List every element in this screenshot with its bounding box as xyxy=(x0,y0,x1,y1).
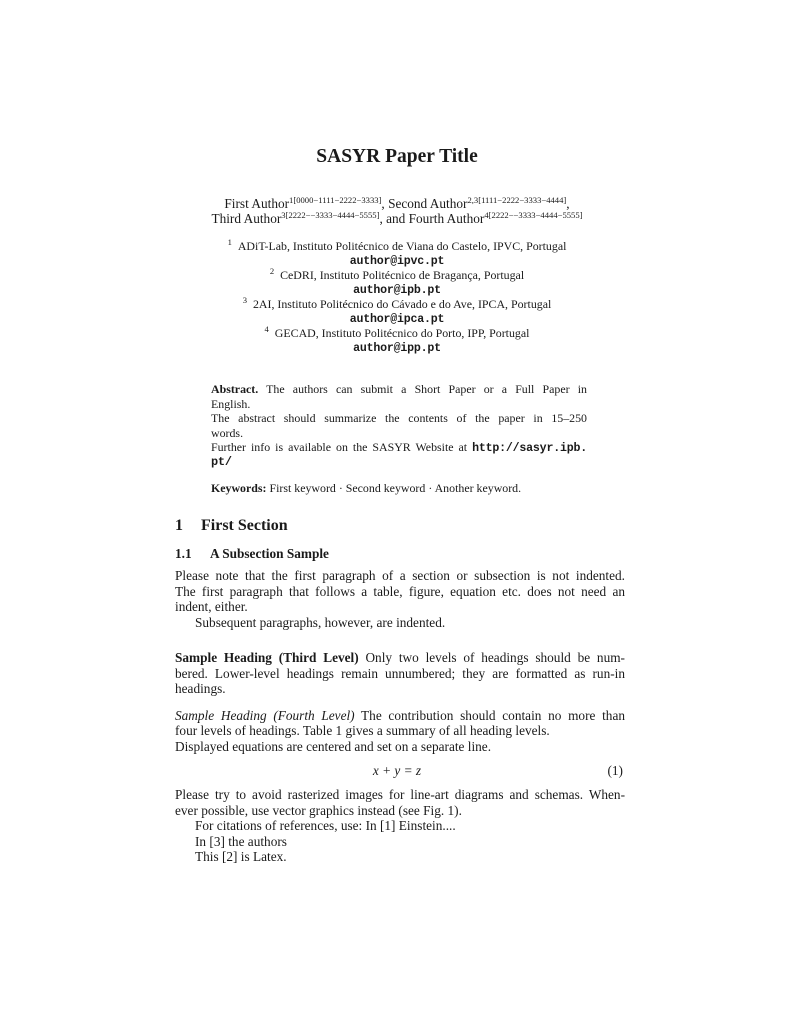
author-name: Second Author xyxy=(388,196,468,211)
citation-line: This [2] is Latex. xyxy=(195,849,287,864)
abstract-text: Further info is available on the SASYR Website at xyxy=(211,440,473,454)
section-number: 1 xyxy=(175,517,183,534)
section-heading xyxy=(175,517,288,535)
author-name: Third Author xyxy=(211,211,282,226)
fourth-level-paragraph xyxy=(175,708,625,724)
website-link[interactable]: http://sasyr.ipb. xyxy=(472,442,587,455)
subsection-title: A Subsection Sample xyxy=(210,546,329,561)
keywords-label: Keywords: xyxy=(211,481,267,495)
keywords-line xyxy=(211,481,521,496)
section-title: First Section xyxy=(201,517,288,534)
paragraph-line: Displayed equations are centered and set on a separate line. xyxy=(175,739,492,754)
website-link-continued[interactable]: pt/ xyxy=(211,455,232,469)
affiliation-number: 3 xyxy=(242,295,247,305)
affiliation-1 xyxy=(0,239,794,254)
author-orcid: 2,3[1111−2222−3333−4444] xyxy=(467,195,567,205)
subsection-heading xyxy=(175,546,329,562)
paragraph-text: The contribution should contain no more than xyxy=(354,708,626,723)
paragraph-line: ever possible, use vector graphics instead (see Fig. 1). xyxy=(175,803,462,818)
affiliation-text: ADiT-Lab, Instituto Politécnico de Viana do Castelo, IPVC, Portugal xyxy=(237,239,567,253)
author-separator: , and xyxy=(379,211,409,226)
affiliation-email-3[interactable]: author@ipca.pt xyxy=(349,313,445,326)
abstract-line-2: English. xyxy=(211,397,251,411)
affiliation-email-1[interactable]: author@ipvc.pt xyxy=(349,255,445,268)
subsection-number: 1.1 xyxy=(175,546,192,561)
affiliation-4 xyxy=(0,326,794,341)
paper-title: SASYR Paper Title xyxy=(316,146,478,167)
affiliation-number: 2 xyxy=(269,266,275,276)
abstract-line-4: words. xyxy=(211,426,244,440)
paragraph-line: headings. xyxy=(175,681,226,696)
fourth-level-heading: Sample Heading (Fourth Level) xyxy=(175,708,355,723)
author-name: Fourth Author xyxy=(408,211,485,226)
paragraph-line: The first paragraph that follows a table, figure, equation etc. does not need an xyxy=(175,584,625,599)
affiliation-number: 4 xyxy=(264,324,269,334)
citation-line: In [3] the authors xyxy=(195,834,287,849)
third-level-paragraph xyxy=(175,650,625,666)
affiliation-text: CeDRI, Instituto Politécnico de Bragança, Portugal xyxy=(280,268,525,282)
paragraph-line: four levels of headings. Table 1 gives a summary of all heading levels. xyxy=(175,723,550,738)
affiliation-text: GECAD, Instituto Politécnico do Porto, IPP, Portugal xyxy=(274,326,530,340)
authors-line-1 xyxy=(0,196,794,212)
abstract-text: The authors can submit a Short Paper or a Full Paper in xyxy=(266,382,587,396)
paragraph-line: Please note that the first paragraph of a section or subsection is not indented. xyxy=(175,568,625,583)
equation-number: (1) xyxy=(607,763,623,778)
paragraph-line: Subsequent paragraphs, however, are indented. xyxy=(195,615,446,630)
affiliation-email-2[interactable]: author@ipb.pt xyxy=(353,284,441,297)
paragraph-line: indent, either. xyxy=(175,599,248,614)
abstract-label: Abstract. xyxy=(211,382,259,396)
abstract-line-1 xyxy=(211,382,587,397)
paragraph-line: Please try to avoid rasterized images for line-art diagrams and schemas. When- xyxy=(175,787,625,802)
paragraph-line: bered. Lower-level headings remain unnumbered; they are formatted as run-in xyxy=(175,666,625,681)
affiliation-number: 1 xyxy=(227,237,232,247)
affiliation-text: 2AI, Instituto Politécnico do Cávado e do Ave, IPCA, Portugal xyxy=(252,297,552,311)
author-orcid: 1[0000−1111−2222−3333] xyxy=(289,195,382,205)
keywords-text: First keyword · Second keyword · Another keyword. xyxy=(269,481,522,495)
author-name: First Author xyxy=(224,196,290,211)
author-orcid: 3[2222−−3333−4444−5555] xyxy=(281,210,380,220)
affiliation-3 xyxy=(0,297,794,312)
third-level-heading: Sample Heading (Third Level) xyxy=(175,650,359,665)
author-separator: , xyxy=(566,196,570,211)
equation: x + y = z xyxy=(372,763,422,778)
author-separator: , xyxy=(381,196,389,211)
author-orcid: 4[2222−−3333−4444−5555] xyxy=(484,210,583,220)
affiliation-email-4[interactable]: author@ipp.pt xyxy=(353,342,441,355)
authors-line-2 xyxy=(0,211,794,227)
affiliation-2 xyxy=(0,268,794,283)
abstract-line-5 xyxy=(211,440,587,456)
paragraph-text: Only two levels of headings should be num- xyxy=(358,650,625,665)
citation-line: For citations of references, use: In [1] Einstein.... xyxy=(195,818,456,833)
abstract-line-3: The abstract should summarize the contents of the paper in 15–250 xyxy=(211,411,587,425)
